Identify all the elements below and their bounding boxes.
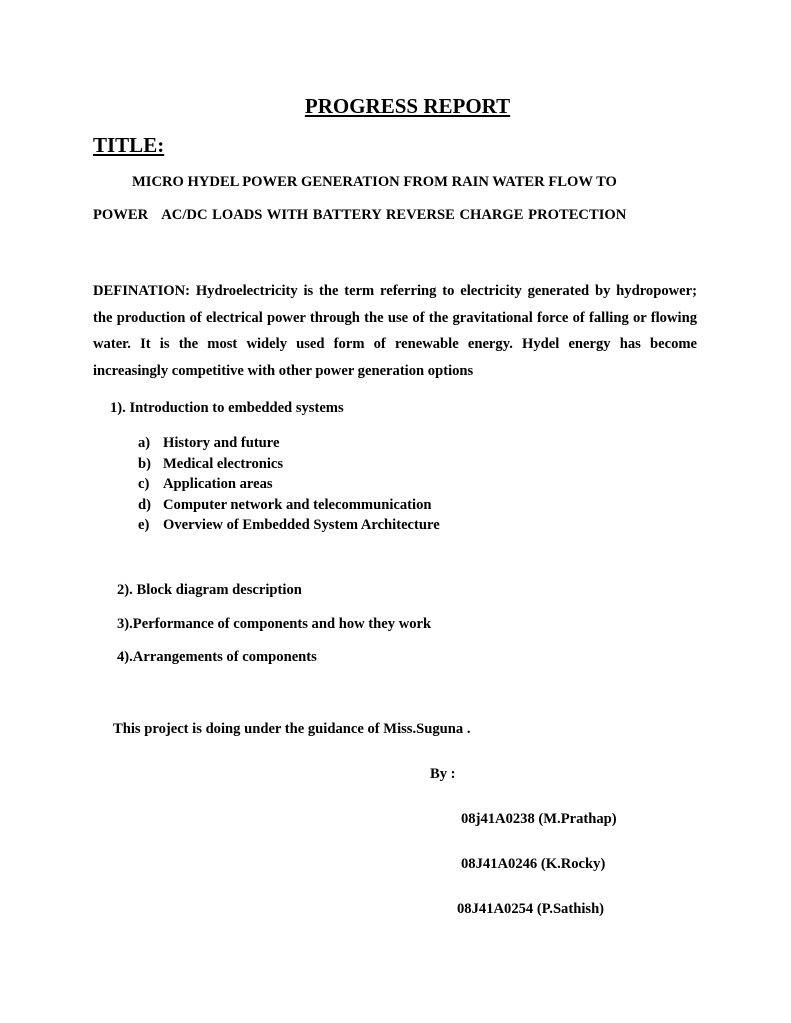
section-2-heading: 2). Block diagram description (117, 582, 302, 598)
list-marker: b) (138, 455, 151, 472)
list-marker: a) (138, 435, 151, 451)
list-item (138, 433, 440, 454)
list-item-text: Computer network and telecommunication (163, 496, 432, 513)
project-title-line-1: MICRO HYDEL POWER GENERATION FROM RAIN WATER FLOW TO (132, 174, 617, 190)
list-item-text: History and future (163, 435, 280, 451)
list-item-text: Medical electronics (163, 455, 284, 472)
definition-paragraph: DEFINATION: Hydroelectricity is the term referring to electricity generated by hydropower; the production of electrical power through the use of the gravitational force of falling or flowing water. It is the most widely used form of renewable energy. Hydel energy has become increasingly competitive with other power generation options (93, 283, 697, 379)
report-heading: PROGRESS REPORT (304, 94, 511, 118)
guidance-statement: This project is doing under the guidance of Miss.Suguna . (113, 721, 471, 737)
list-marker: c) (138, 476, 150, 492)
section-1-subitems (138, 433, 440, 536)
list-item (138, 454, 440, 475)
author-entry: 08j41A0238 (M.Prathap) (461, 811, 617, 827)
list-marker: e) (138, 517, 150, 533)
author-entry: 08J41A0254 (P.Sathish) (457, 901, 605, 917)
list-item (138, 474, 440, 495)
title-label: TITLE: (93, 133, 165, 157)
author-entry: 08J41A0246 (K.Rocky) (461, 856, 606, 872)
section-4-heading: 4).Arrangements of components (117, 649, 317, 665)
list-marker: d) (138, 496, 151, 513)
by-label: By : (430, 766, 456, 782)
list-item (138, 515, 440, 536)
section-3-heading: 3).Performance of components and how they work (117, 616, 432, 632)
project-title-line-2: POWER AC/DC LOADS WITH BATTERY REVERSE CHARGE PROTECTION (93, 207, 627, 223)
list-item (138, 495, 440, 516)
section-1-heading: 1). Introduction to embedded systems (110, 400, 344, 416)
list-item-text: Overview of Embedded System Architecture (163, 517, 440, 533)
list-item-text: Application areas (163, 476, 273, 492)
